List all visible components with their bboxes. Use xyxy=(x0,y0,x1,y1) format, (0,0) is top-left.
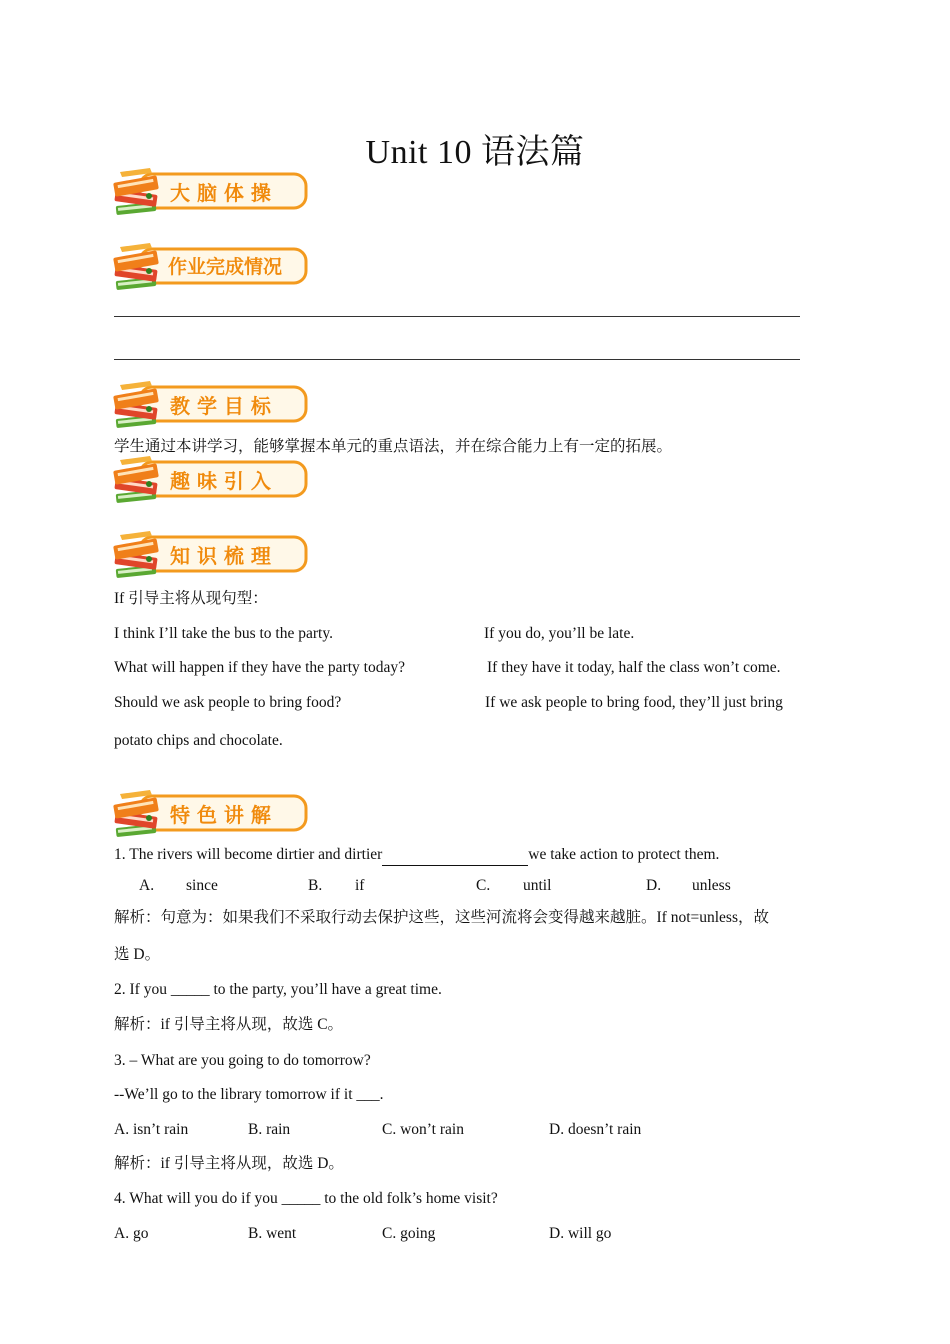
option-text: since xyxy=(186,877,218,894)
option-text: C. won’t rain xyxy=(382,1121,464,1138)
knowledge-heading: If 引导主将从现句型： xyxy=(114,590,268,607)
option-letter: D. xyxy=(646,877,662,894)
banner-homework-status xyxy=(112,243,312,293)
banner-label: 知 识 梳 理 xyxy=(170,544,271,568)
option-letter: C. xyxy=(476,877,491,894)
option-text: if xyxy=(355,877,365,894)
option-text: C. going xyxy=(382,1225,436,1242)
question-3-stem: 3. – What are you going to do tomorrow? xyxy=(114,1052,371,1069)
banner-label: 作业完成情况 xyxy=(168,256,283,278)
banner-fun-intro xyxy=(112,456,312,506)
answer-line xyxy=(114,316,800,317)
example-right: If you do, you’ll be late. xyxy=(484,625,635,642)
answer-blank xyxy=(382,845,528,866)
option-text: until xyxy=(523,877,552,894)
option-text: A. go xyxy=(114,1225,149,1242)
example-right: If we ask people to bring food, they’ll just bring xyxy=(485,694,783,711)
banner-brain-exercise xyxy=(112,168,312,218)
banner-label: 大 脑 体 操 xyxy=(170,181,271,205)
banner-label: 特 色 讲 解 xyxy=(170,803,271,827)
banner-featured-explanation xyxy=(112,790,312,840)
banner-label: 教 学 目 标 xyxy=(170,394,271,418)
analysis-text: 选 D。 xyxy=(114,946,161,963)
analysis-text: 解析：if 引导主将从现，故选 C。 xyxy=(114,1016,344,1033)
option-letter: B. xyxy=(308,877,323,894)
question-1-stem: 1. The rivers will become dirtier and dirtier we take action to protect them. xyxy=(114,845,719,866)
goal-text: 学生通过本讲学习，能够掌握本单元的重点语法，并在综合能力上有一定的拓展。 xyxy=(114,438,673,455)
option-text: B. rain xyxy=(248,1121,291,1138)
analysis-text: 解析：句意为：如果我们不采取行动去保护这些，这些河流将会变得越来越脏。If not=unless，故 xyxy=(114,909,769,926)
question-4-stem: 4. What will you do if you _____ to the old folk’s home visit? xyxy=(114,1190,498,1207)
example-continuation: potato chips and chocolate. xyxy=(114,732,283,749)
example-left: I think I’ll take the bus to the party. xyxy=(114,625,333,642)
option-text: D. doesn’t rain xyxy=(549,1121,642,1138)
banner-knowledge-review xyxy=(112,531,312,581)
option-text: unless xyxy=(692,877,731,894)
option-text: A. isn’t rain xyxy=(114,1121,189,1138)
question-3-stem-2: --We’ll go to the library tomorrow if it ___. xyxy=(114,1086,384,1103)
option-letter: A. xyxy=(139,877,155,894)
option-text: B. went xyxy=(248,1225,297,1242)
answer-line xyxy=(114,359,800,360)
analysis-text: 解析：if 引导主将从现，故选 D。 xyxy=(114,1155,344,1172)
banner-teaching-goals xyxy=(112,381,312,431)
example-right: If they have it today, half the class won’t come. xyxy=(487,659,781,676)
example-left: Should we ask people to bring food? xyxy=(114,694,342,711)
banner-label: 趣 味 引 入 xyxy=(170,469,271,493)
page-title: Unit 10 语法篇 xyxy=(365,134,585,171)
question-2-stem: 2. If you _____ to the party, you’ll have a great time. xyxy=(114,981,442,998)
option-text: D. will go xyxy=(549,1225,612,1242)
example-left: What will happen if they have the party today? xyxy=(114,659,405,676)
